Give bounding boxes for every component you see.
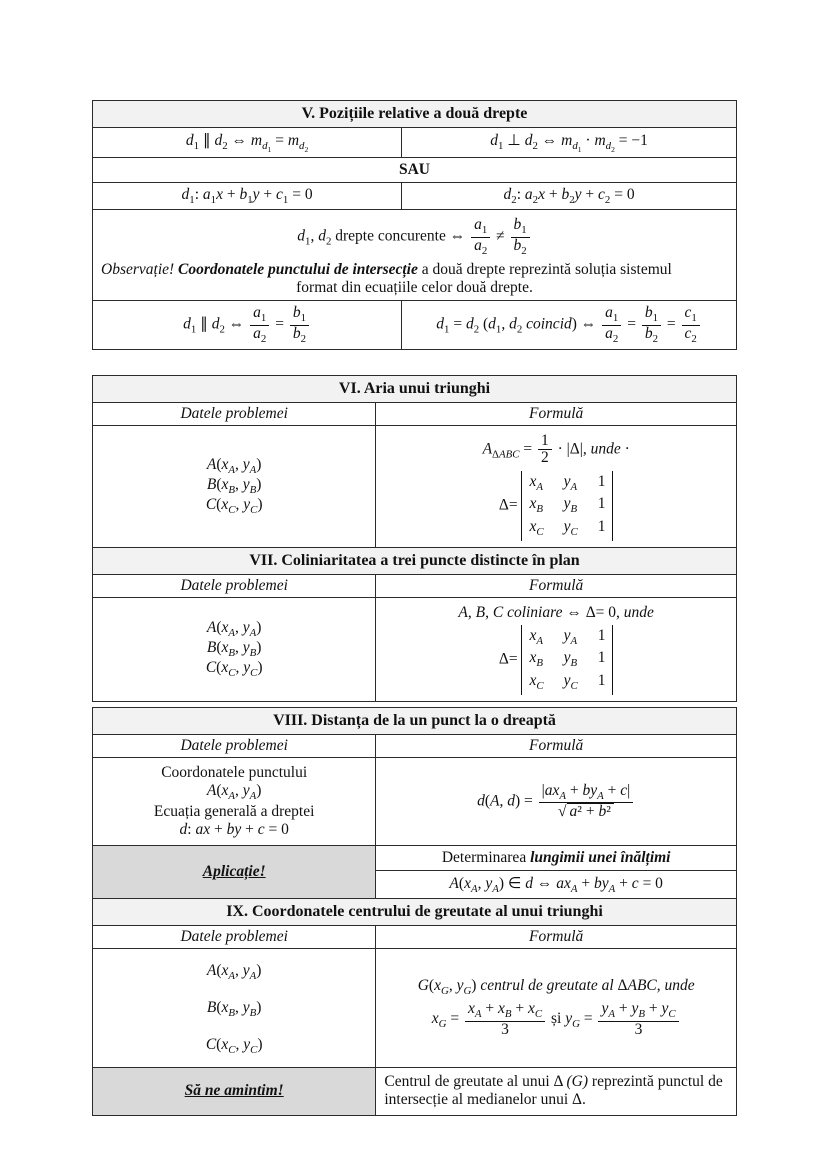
formula-area: $A_{\Delta ABC}$ = $\frac{1}{2}$ · |Δ|, unde · bbox=[482, 432, 630, 467]
formula-concurrent: $d_1$, $d_2$ drepte concurente ⇔ $\frac{a_1}{a_2}$ ≠ $\frac{b_1}{b_2}$ bbox=[101, 216, 728, 258]
observation-line2: format din ecuațiile celor două drepte. bbox=[296, 279, 533, 297]
remember-label: Să ne amintim! bbox=[184, 1082, 284, 1100]
formula-parallel-slopes: $d_1$ ∥ $d_2$ ⇔ $m_{d_1} = m_{d_2}$ bbox=[93, 128, 402, 158]
triangle-points: $A(x_A$, $y_A$) $B(x_B$, $y_B$) $C(x_C$, $y_C$) bbox=[93, 597, 376, 701]
table-row bbox=[93, 183, 737, 210]
table-row bbox=[93, 1067, 737, 1115]
formula-perpendicular-slopes: $d_1$ ⊥ $d_2$ ⇔ $m_{d_1} \cdot m_{d_2} = -1$ bbox=[402, 128, 737, 158]
column-header-formula: Formulă bbox=[376, 403, 737, 426]
section-ix-title: IX. Coordonatele centrului de greutate al unui triunghi bbox=[93, 899, 737, 926]
table-row bbox=[93, 708, 737, 735]
application-label: Aplicație! bbox=[202, 863, 266, 881]
table-row bbox=[93, 403, 737, 426]
concurrent-observation-cell bbox=[93, 210, 737, 301]
table-triangle-area-collinearity bbox=[92, 375, 737, 702]
formula-parallel-ratios: $d_1$ ∥ $d_2$ ⇔ $\frac{a_1}{a_2}$ = $\frac{b_1}{b_2}$ bbox=[93, 301, 402, 350]
table-row bbox=[93, 376, 737, 403]
table-row bbox=[93, 899, 737, 926]
table-distance-centroid bbox=[92, 707, 737, 1116]
table-row bbox=[93, 426, 737, 548]
table-row bbox=[93, 574, 737, 597]
collinearity-formula-cell bbox=[376, 597, 737, 701]
formula-d2-equation: $d_2$: $a_2x + b_2y + c_2 = 0$ bbox=[402, 183, 737, 210]
section-vii-title: VII. Coliniaritatea a trei puncte distincte în plan bbox=[93, 547, 737, 574]
table-row bbox=[93, 158, 737, 183]
section-viii-title: VIII. Distanța de la un punct la o dreaptă bbox=[93, 708, 737, 735]
formula-d1-equation: $d_1$: $a_1x + b_1y + c_1 = 0$ bbox=[93, 183, 402, 210]
table-row bbox=[93, 301, 737, 350]
triangle-points: $A(x_A$, $y_A$) $B(x_B$, $y_B$) $C(x_C$, $y_C$) bbox=[93, 949, 376, 1068]
remember-callout-cell bbox=[93, 1067, 376, 1115]
area-formula-cell bbox=[376, 426, 737, 548]
section-vi-title: VI. Aria unui triunghi bbox=[93, 376, 737, 403]
application-line2: $A(x_A$, $y_A$) ∈ d ⇔ $ax_A + by_A + c = 0$ bbox=[376, 871, 737, 899]
section-viii-ix-block bbox=[92, 707, 737, 1116]
column-header-data: Datele problemei bbox=[93, 403, 376, 426]
formula-centroid: $x_G$ = $\frac{x_A + x_B + x_C}{3}$ și $y_G$ = $\frac{y_A + y_B + y_C}{3}$ bbox=[384, 1000, 728, 1039]
formula-collinear: A, B, C coliniare ⇔ Δ= 0, unde bbox=[458, 603, 654, 621]
table-row bbox=[93, 210, 737, 301]
table-row bbox=[93, 101, 737, 128]
sau-divider: SAU bbox=[93, 158, 737, 183]
section-vi-vii-block bbox=[92, 375, 737, 702]
formula-coincide: $d_1 = d_2$ ($d_1$, $d_2$ coincid) ⇔ $\frac{a_1}{a_2}$ = $\frac{b_1}{b_2}$ = $\frac{c_1}{c_2}$ bbox=[402, 301, 737, 350]
column-header-formula: Formulă bbox=[376, 735, 737, 758]
table-row bbox=[93, 735, 737, 758]
table-row bbox=[93, 949, 737, 1068]
column-header-formula: Formulă bbox=[376, 574, 737, 597]
table-row bbox=[93, 128, 737, 158]
column-header-formula: Formulă bbox=[376, 926, 737, 949]
table-row bbox=[93, 758, 737, 846]
column-header-data: Datele problemei bbox=[93, 735, 376, 758]
formula-determinant: Δ= $x_A$ $y_A$ 1 $x_B$ $y_B$ 1 $x_C$ $y_C$ 1 bbox=[384, 625, 728, 695]
section-v-title: V. Pozițiile relative a două drepte bbox=[93, 101, 737, 128]
column-header-data: Datele problemei bbox=[93, 926, 376, 949]
table-row bbox=[93, 846, 737, 871]
centroid-formula-cell bbox=[376, 949, 737, 1068]
table-relative-positions bbox=[92, 100, 737, 350]
application-line1: Determinarea lungimii unei înălțimi bbox=[376, 846, 737, 871]
point-line-data: Coordonatele punctului $A(x_A$, $y_A$) Ecuația generală a dreptei d: ax + by + c = 0 bbox=[93, 758, 376, 846]
formula-centroid-def: $G(x_G$, $y_G$) centrul de greutate al ΔABC, unde bbox=[417, 976, 695, 998]
formula-determinant: Δ= $x_A$ $y_A$ 1 $x_B$ $y_B$ 1 $x_C$ $y_C$ 1 bbox=[384, 471, 728, 541]
observation-line1: Observație! Coordonatele punctului de intersecție a două drepte reprezintă soluția sistemul bbox=[101, 261, 672, 279]
section-v-block bbox=[92, 100, 737, 350]
table-row bbox=[93, 547, 737, 574]
table-row bbox=[93, 597, 737, 701]
triangle-points: $A(x_A$, $y_A$) $B(x_B$, $y_B$) $C(x_C$, $y_C$) bbox=[93, 426, 376, 548]
column-header-data: Datele problemei bbox=[93, 574, 376, 597]
application-callout-cell bbox=[93, 846, 376, 899]
table-row bbox=[93, 926, 737, 949]
remember-text: Centrul de greutate al unui Δ (G) reprezintă punctul de intersecție al medianelor unui Δ. bbox=[376, 1067, 737, 1115]
formula-distance: d(A, d) = $\frac{|ax_A + by_A + c|}{\text{√ a² + b²}}$ bbox=[376, 758, 737, 846]
